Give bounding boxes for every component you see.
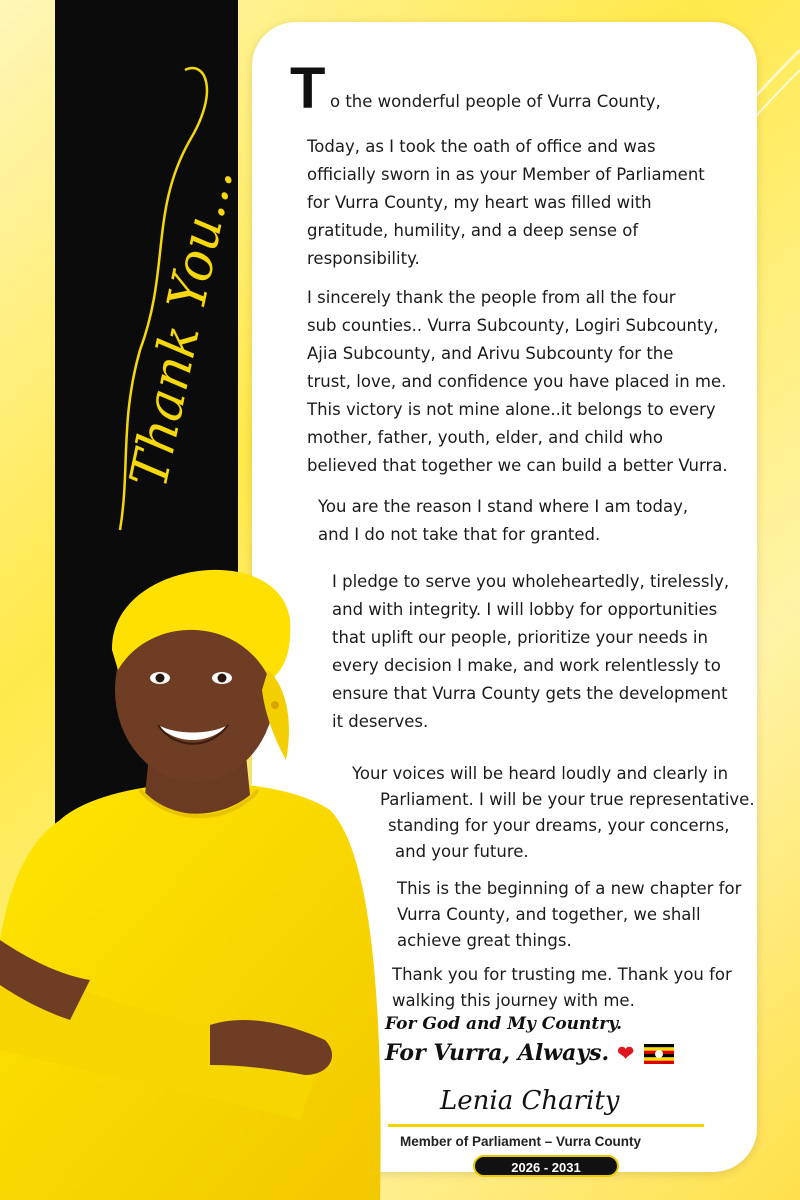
paragraph-3: You are the reason I stand where I am today, and I do not take that for granted. [318,497,689,544]
motto-line-2-text: For Vurra, Always. [385,1040,610,1066]
signature-underline [388,1124,704,1127]
paragraph-1: Today, as I took the oath of office and was officially sworn in as your Member of Parliament for Vurra County, my heart was filled with gratitude, humility, and a deep sense of responsibility. [307,137,705,268]
paragraph-7: Thank you for trusting me. Thank you for walking this journey with me. [392,965,732,1010]
paragraph-4: I pledge to serve you wholeheartedly, tirelessly, and with integrity. I will lobby for opportunities that uplift our people, prioritize your needs in every decision I make, and work relentlessly to ensure that Vurra County gets the development it deserves. [332,572,730,731]
motto-line-1: For God and My Country. [385,1014,623,1034]
drop-cap: T [290,56,326,121]
term-badge: 2026 - 2031 [473,1155,619,1177]
salutation: o the wonderful people of Vurra County, [330,92,661,111]
paragraph-6: This is the beginning of a new chapter for Vurra County, and together, we shall achieve great things. [397,879,742,950]
heart-icon: ❤ [617,1041,634,1065]
uganda-flag-icon [644,1044,674,1064]
paragraph-2: I sincerely thank the people from all the four sub counties.. Vurra Subcounty, Logiri Subcounty, Ajia Subcounty, and Arivu Subcounty for the trust, love, and confidence you have placed in me. This victory is not mine alone..it belongs to every mother, father, youth, elder, and child who believed that together we can build a better Vurra. [307,288,728,475]
thank-you-text: Thank You... [119,162,246,493]
signature: Lenia Charity [440,1086,620,1116]
role-title: Member of Parliament – Vurra County [400,1134,642,1149]
thank-you-script [30,60,260,540]
portrait-illustration [0,520,390,1200]
motto-line-2 [385,1040,674,1066]
